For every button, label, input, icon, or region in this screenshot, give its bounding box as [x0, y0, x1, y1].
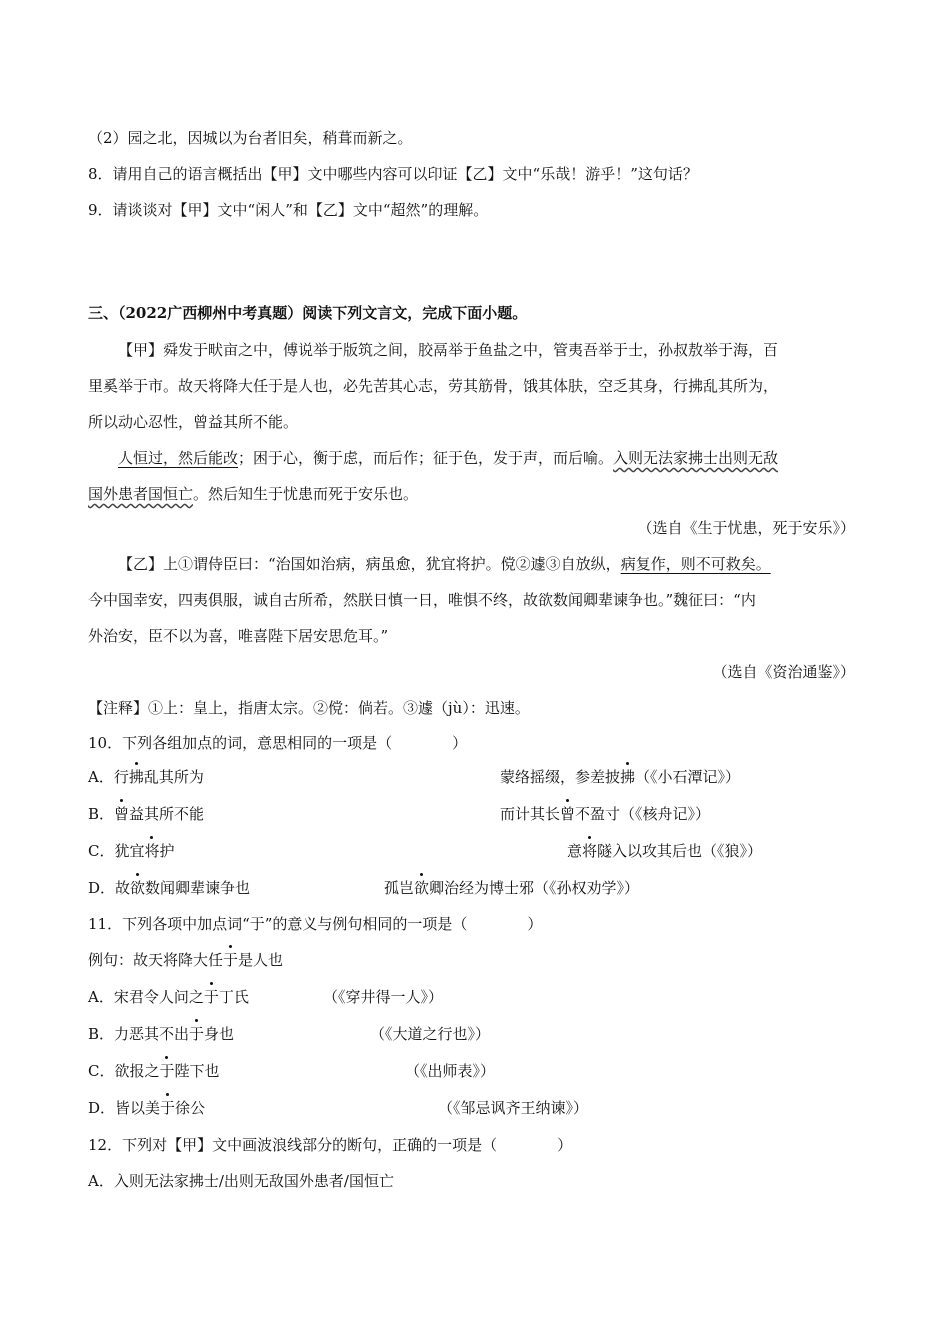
q10-option-c-compare: 意将隧入以攻其后也（《狼》）: [567, 842, 763, 860]
q11-option-d: D．皆以美于徐公: [88, 1099, 206, 1117]
question-12: 12．下列对【甲】文中画波浪线部分的断句，正确的一项是（ ）: [88, 1136, 573, 1154]
passage-yi-line: 【乙】上①谓侍臣曰：“治国如治病，病虽愈，犹宜将护。傥②遽③自放纵，病复作，则不可救矣。: [118, 555, 771, 573]
passage-yi-line: 今中国幸安，四夷俱服，诚自古所希，然朕日慎一日，唯惧不终，故欲数闻卿辈谏争也。”魏征曰：“内: [88, 591, 756, 609]
source-citation: （选自《资治通鉴》）: [712, 663, 855, 681]
dotted-char: 将: [582, 842, 598, 860]
dotted-char: 曾: [114, 805, 130, 823]
passage-jia-line: 国外患者国恒亡。然后知生于忧患而死于安乐也。: [88, 485, 419, 503]
underlined-sentence: 人恒过，然后能改: [118, 449, 239, 467]
q11-option-a-source: （《穿井得一人》）: [323, 988, 444, 1006]
q11-example: 例句：故天将降大任于是人也: [88, 951, 284, 969]
dotted-char: 拂: [620, 768, 636, 786]
q11-option-b: B．力恶其不出于身也: [88, 1025, 235, 1043]
q12-option-a: A．入则无法家拂士/出则无敌国外患者/国恒亡: [88, 1172, 394, 1190]
q10-option-d-compare: 孤岂欲卿治经为博士邪（《孙权劝学》）: [384, 879, 640, 897]
annotation-note: 【注释】①上：皇上，指唐太宗。②傥：倘若。③遽（jù）：迅速。: [88, 699, 530, 717]
passage-jia-line: 所以动心忍性，曾益其所不能。: [88, 413, 299, 431]
q10-option-c: C．犹宜将护: [88, 842, 175, 860]
question-9: 9．请谈谈对【甲】文中“闲人”和【乙】文中“超然”的理解。: [88, 201, 489, 219]
wavy-underlined-text: 入则无法家拂士出则无敌: [613, 449, 779, 467]
q11-option-b-source: （《大道之行也》）: [370, 1025, 491, 1043]
q10-option-b-compare: 而计其长曾不盈寸（《核舟记》）: [500, 805, 711, 823]
q10-option-b: B．曾益其所不能: [88, 805, 205, 823]
source-citation: （选自《生于忧患，死于安乐》）: [637, 519, 855, 537]
dotted-char: 于: [160, 1099, 176, 1117]
question-10: 10．下列各组加点的词，意思相同的一项是（ ）: [88, 734, 468, 752]
q10-option-d: D．故欲数闻卿辈谏争也: [88, 879, 251, 897]
passage-yi-line: 外治安，臣不以为喜，唯喜陛下居安思危耳。”: [88, 627, 389, 645]
q11-option-a: A．宋君令人问之于丁氏: [88, 988, 249, 1006]
question-8: 8．请用自己的语言概括出【甲】文中哪些内容可以印证【乙】文中“乐哉！游乎！”这句话？: [88, 165, 698, 183]
dotted-char: 于: [159, 1062, 175, 1080]
dotted-char: 于: [223, 951, 239, 969]
dotted-char: 于: [189, 1025, 205, 1043]
dotted-char: 于: [203, 988, 219, 1006]
q10-option-a: A．行拂乱其所为: [88, 768, 204, 786]
question-11: 11．下列各项中加点词“于”的意义与例句相同的一项是（ ）: [88, 915, 543, 933]
passage-jia-line: 里奚举于市。故天将降大任于是人也，必先苦其心志，劳其筋骨，饿其体肤，空乏其身，行拂乱其所为，: [88, 377, 779, 395]
dotted-char: 拂: [128, 768, 144, 786]
q10-option-a-compare: 蒙络摇缀，参差披拂（《小石潭记》）: [500, 768, 741, 786]
dotted-char: 欲: [130, 879, 146, 897]
q11-option-d-source: （《邹忌讽齐王纳谏》）: [438, 1099, 589, 1117]
answer-line: （2）园之北，因城以为台者旧矣，稍葺而新之。: [88, 129, 413, 147]
passage-jia-line: 【甲】舜发于畎亩之中，傅说举于版筑之间，胶鬲举于鱼盐之中，管夷吾举于士，孙叔敖举于海，百: [118, 341, 779, 359]
section-heading: 三、（2022广西柳州中考真题）阅读下列文言文，完成下面小题。: [88, 304, 528, 322]
dotted-char: 将: [144, 842, 160, 860]
q11-option-c: C．欲报之于陛下也: [88, 1062, 220, 1080]
wavy-underlined-text: 国外患者国恒亡: [88, 485, 194, 503]
q11-option-c-source: （《出师表》）: [405, 1062, 496, 1080]
underlined-sentence: 病复作，则不可救矣。: [620, 555, 771, 573]
passage-jia-line: 人恒过，然后能改；困于心，衡于虑，而后作；征于色，发于声，而后喻。入则无法家拂士出则无敌: [118, 449, 779, 467]
dotted-char: 欲: [414, 879, 430, 897]
dotted-char: 曾: [560, 805, 576, 823]
